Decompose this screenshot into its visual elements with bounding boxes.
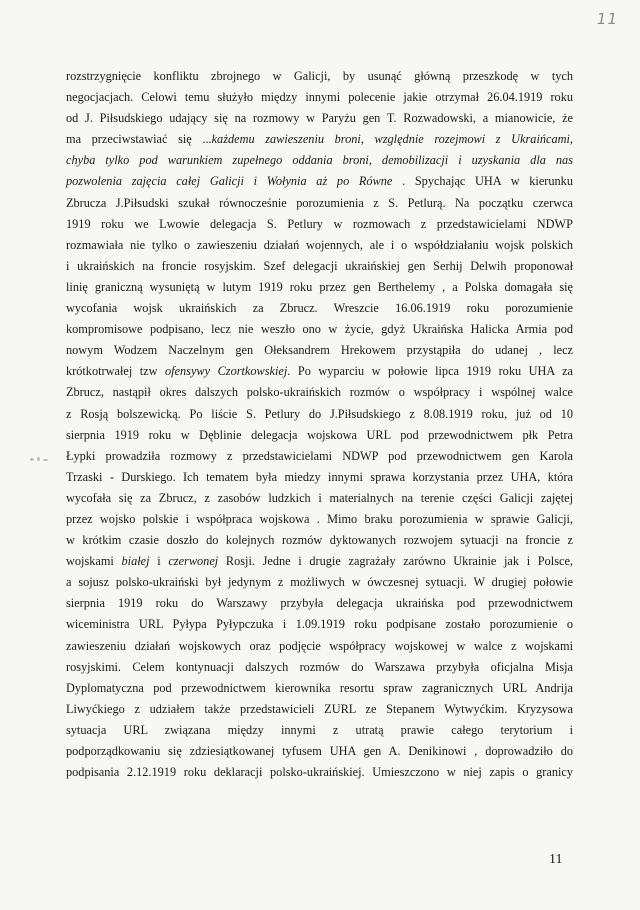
text-segment: krótkotrwałej tzw: [66, 364, 166, 379]
italic-text: czerwonej: [168, 554, 219, 569]
text-line: [66, 530, 573, 551]
text-line: [66, 361, 573, 382]
text-segment: wojskami: [66, 554, 122, 569]
text-line: [66, 277, 573, 298]
text-segment: Liwyćkiego z udziałem także przedstawicieli ZURL ze Stepanem Wytwyćkim. Kryzysowa: [66, 701, 573, 716]
text-line: [66, 171, 573, 192]
text-segment: z Rosją bolszewicką. Po liście S. Petlury do J.Piłsudskiego z 8.08.1919 roku, już od 10: [66, 406, 573, 421]
text-segment: i: [149, 554, 169, 569]
text-segment: rozstrzygnięcie konfliktu zbrojnego w Galicji, by usunąć główną przeszkodę w tych: [66, 69, 573, 83]
text-segment: Zbrucza J.Piłsudski szukał równocześnie porozumienia z S. Petlurą. Na początku czerwca: [66, 195, 573, 210]
text-line: [66, 319, 573, 340]
text-segment: Łypki prowadziła rozmowy z przedstawicielami NDWP pod przewodnictwem gen Karola: [66, 448, 573, 463]
text-line: [66, 551, 573, 572]
text-segment: nowym Wodzem Naczelnym gen Ołeksandrem Hrekowem przystąpiła do udanej , lecz: [66, 343, 573, 358]
text-line: [66, 678, 573, 699]
text-line: [66, 193, 573, 214]
text-line: [66, 572, 573, 593]
italic-text: białej: [121, 554, 150, 569]
text-line: [66, 762, 573, 783]
text-line: [66, 509, 573, 530]
text-segment: linię graniczną wysuniętą w lutym 1919 roku przez gen Berthelemy , a Polska domagała się: [66, 279, 573, 294]
text-segment: sierpnia 1919 roku w Dęblinie delegacja wojskowa URL pod przewodnictwem płk Petra: [66, 427, 573, 442]
text-segment: Zbrucz, nastąpił okres dalszych polsko-ukraińskich rozmów o współpracy i wspólnej walce: [66, 385, 573, 400]
margin-ink-marks: [30, 455, 56, 465]
text-segment: Dyplomatyczna pod przewodnictwem kierownika resortu spraw zagranicznych URL Andrija: [66, 680, 573, 695]
text-segment: wycofała się za Zbrucz, z zasobów ludzkich i materialnych na terenie części Galicji zajętej: [66, 490, 573, 505]
text-line: [66, 446, 573, 467]
text-line: [66, 298, 573, 319]
text-line: [66, 340, 573, 361]
text-segment: 1919 roku we Lwowie delegacja S. Petlury w rozmowach z przedstawicielami NDWP: [66, 216, 573, 231]
page-number: 11: [549, 852, 563, 867]
text-segment: sierpnia 1919 roku do Warszawy przybyła delegacja ukraińska pod przewodnictwem: [66, 596, 573, 611]
text-segment: podpisania 2.12.1919 roku deklaracji polsko-ukraińskiej. Umieszczono w niej zapis o granicy: [66, 765, 573, 780]
body-paragraph: [66, 66, 573, 783]
text-line: [66, 66, 573, 87]
text-line: [66, 108, 573, 129]
text-line: [66, 129, 573, 150]
text-segment: od J. Piłsudskiego udający się na rozmowy w Paryżu gen T. Rozwadowski, a mianowicie, że: [66, 111, 573, 126]
text-line: [66, 488, 573, 509]
text-segment: kompromisowe podpisano, lecz nie weszło ono w życie, gdyż Ukraińska Halicka Armia pod: [66, 322, 573, 337]
text-segment: sytuacja URL związana między innymi z utratą prawie całego terytorium i: [66, 722, 573, 737]
text-segment: w krótkim czasie doszło do kolejnych rozmów dyktowanych rozwojem sytuacji na froncie z: [66, 533, 573, 548]
text-segment: ma przeciwstawiać się ...: [66, 132, 212, 147]
italic-text: ofensywy Czortkowskiej: [165, 364, 288, 379]
text-segment: wiceministra URL Pyłypa Pyłypczuka i 1.09.1919 roku podpisane zostało porozumienie o: [66, 617, 573, 632]
text-line: [66, 256, 573, 277]
handwritten-page-number: 11: [596, 10, 618, 28]
text-line: [66, 467, 573, 488]
italic-text: pozwolenia zajęcia całej Galicji i Wołynia aż po Równe: [66, 174, 393, 189]
text-segment: Trzaski - Durskiego. Ich tematem była miedzy innymi sprawa korzystania przez UHA, która: [66, 469, 573, 484]
text-line: [66, 382, 573, 403]
text-segment: przez wojsko polskie i współpraca wojskowa . Mimo braku porozumienia w sprawie Galicji,: [66, 511, 573, 526]
text-line: [66, 657, 573, 678]
text-segment: . Spychając UHA w kierunku: [392, 174, 573, 189]
text-segment: rosyjskimi. Celem kontynuacji dalszych rozmów do Warszawa przybyła oficjalna Misja: [66, 659, 573, 674]
italic-text: chyba tylko pod warunkiem zupełnego oddania broni, demobilizacji i uzyskania dla nas: [66, 153, 573, 168]
text-line: [66, 593, 573, 614]
text-line: [66, 87, 573, 108]
italic-text: każdemu zawieszeniu broni, względnie rozejmowi z Ukraińcami,: [211, 132, 573, 147]
text-line: [66, 636, 573, 657]
text-line: [66, 699, 573, 720]
text-line: [66, 720, 573, 741]
text-segment: . Po wyparciu w połowie lipca 1919 roku UHA za: [287, 364, 574, 379]
text-line: [66, 614, 573, 635]
text-line: [66, 235, 573, 256]
text-segment: a sojusz polsko-ukraiński był jedynym z możliwych w ówczesnej sytuacji. W drugiej połowie: [66, 575, 573, 590]
text-line: [66, 214, 573, 235]
text-segment: zawieszeniu działań wojskowych oraz podjęcie współpracy wojskowej w walce z wojskami: [66, 638, 573, 653]
text-line: [66, 404, 573, 425]
text-segment: negocjacjach. Celowi temu służyło między innymi polecenie jakie otrzymał 26.04.1919 roku: [66, 90, 573, 105]
text-segment: wycofania wojsk ukraińskich za Zbrucz. Wreszcie 16.06.1919 roku porozumienie: [66, 301, 573, 316]
text-segment: podporządkowaniu się zdziesiątkowanej tyfusem UHA gen A. Denikinowi , doprowadziło do: [66, 744, 573, 758]
text-segment: rozmawiała nie tylko o zawieszeniu działań wojennych, ale i o współdziałaniu wojsk polskich: [66, 237, 573, 252]
text-line: [66, 150, 573, 171]
text-line: [66, 425, 573, 446]
text-segment: Rosji. Jedne i drugie zagrażały zarówno Ukrainie jak i Polsce,: [218, 554, 573, 569]
text-line: [66, 741, 573, 762]
text-segment: i ukraińskich na froncie rosyjskim. Szef delegacji ukraińskiej gen Serhij Delwih proponował: [66, 258, 573, 273]
